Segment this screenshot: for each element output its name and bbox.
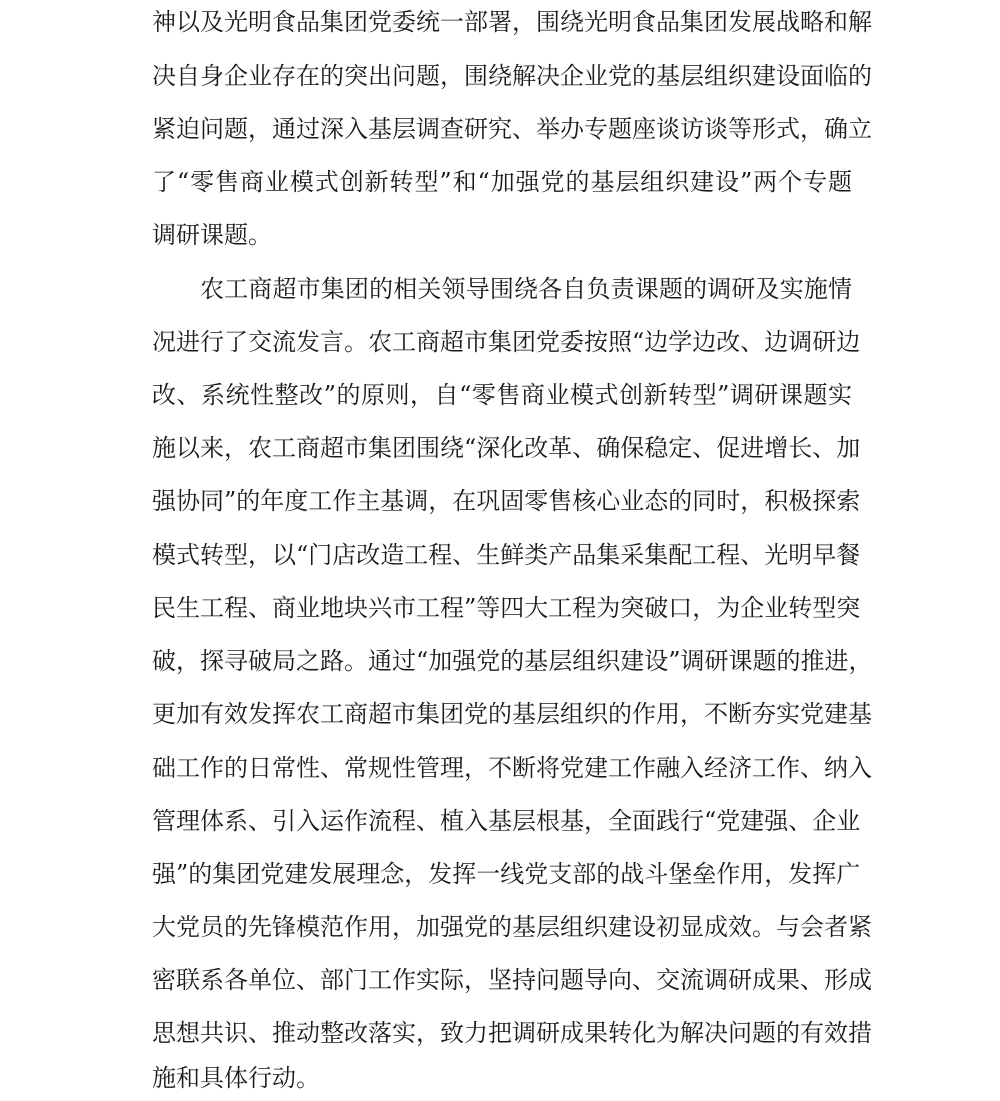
paragraph-2-line-11: 管理体系、引入运作流程、植入基层根基，全面践行“党建强、企业	[152, 807, 861, 835]
paragraph-2-line-2: 况进行了交流发言。农工商超市集团党委按照“边学边改、边调研边	[152, 328, 861, 356]
paragraph-2-line-5: 强协同”的年度工作主基调，在巩固零售核心业态的同时，积极探索	[152, 487, 861, 515]
paragraph-2-line-14: 密联系各单位、部门工作实际，坚持问题导向、交流调研成果、形成	[152, 966, 872, 994]
paragraph-2-line-4: 施以来，农工商超市集团围绕“深化改革、确保稳定、促进增长、加	[152, 434, 861, 462]
paragraph-2-line-15: 思想共识、推动整改落实，致力把调研成果转化为解决问题的有效措	[152, 1019, 872, 1047]
paragraph-1-line-2: 决自身企业存在的突出问题，围绕解决企业党的基层组织建设面临的	[152, 62, 872, 90]
paragraph-1-line-3: 紧迫问题，通过深入基层调查研究、举办专题座谈访谈等形式，确立	[152, 115, 872, 143]
paragraph-2-line-13: 大党员的先锋模范作用，加强党的基层组织建设初显成效。与会者紧	[152, 913, 872, 941]
paragraph-1-line-5: 调研课题。	[152, 221, 272, 249]
paragraph-2-line-16: 施和具体行动。	[152, 1064, 320, 1092]
paragraph-2-line-7: 民生工程、商业地块兴市工程”等四大工程为突破口，为企业转型突	[152, 594, 861, 622]
paragraph-1-line-1: 神以及光明食品集团党委统一部署，围绕光明食品集团发展战略和解	[152, 8, 872, 36]
paragraph-2-line-1: 农工商超市集团的相关领导围绕各自负责课题的调研及实施情	[200, 275, 852, 303]
paragraph-2-line-6: 模式转型，以“门店改造工程、生鲜类产品集采集配工程、光明早餐	[152, 541, 861, 569]
paragraph-1-line-4: 了“零售商业模式创新转型”和“加强党的基层组织建设”两个专题	[152, 168, 852, 196]
paragraph-2-line-12: 强”的集团党建发展理念，发挥一线党支部的战斗堡垒作用，发挥广	[152, 860, 861, 888]
paragraph-2-line-9: 更加有效发挥农工商超市集团党的基层组织的作用，不断夯实党建基	[152, 700, 872, 728]
paragraph-2-line-10: 础工作的日常性、常规性管理，不断将党建工作融入经济工作、纳入	[152, 754, 872, 782]
paragraph-2-line-3: 改、系统性整改”的原则，自“零售商业模式创新转型”调研课题实	[152, 381, 852, 409]
paragraph-2-line-8: 破，探寻破局之路。通过“加强党的基层组织建设”调研课题的推进，	[152, 647, 873, 675]
